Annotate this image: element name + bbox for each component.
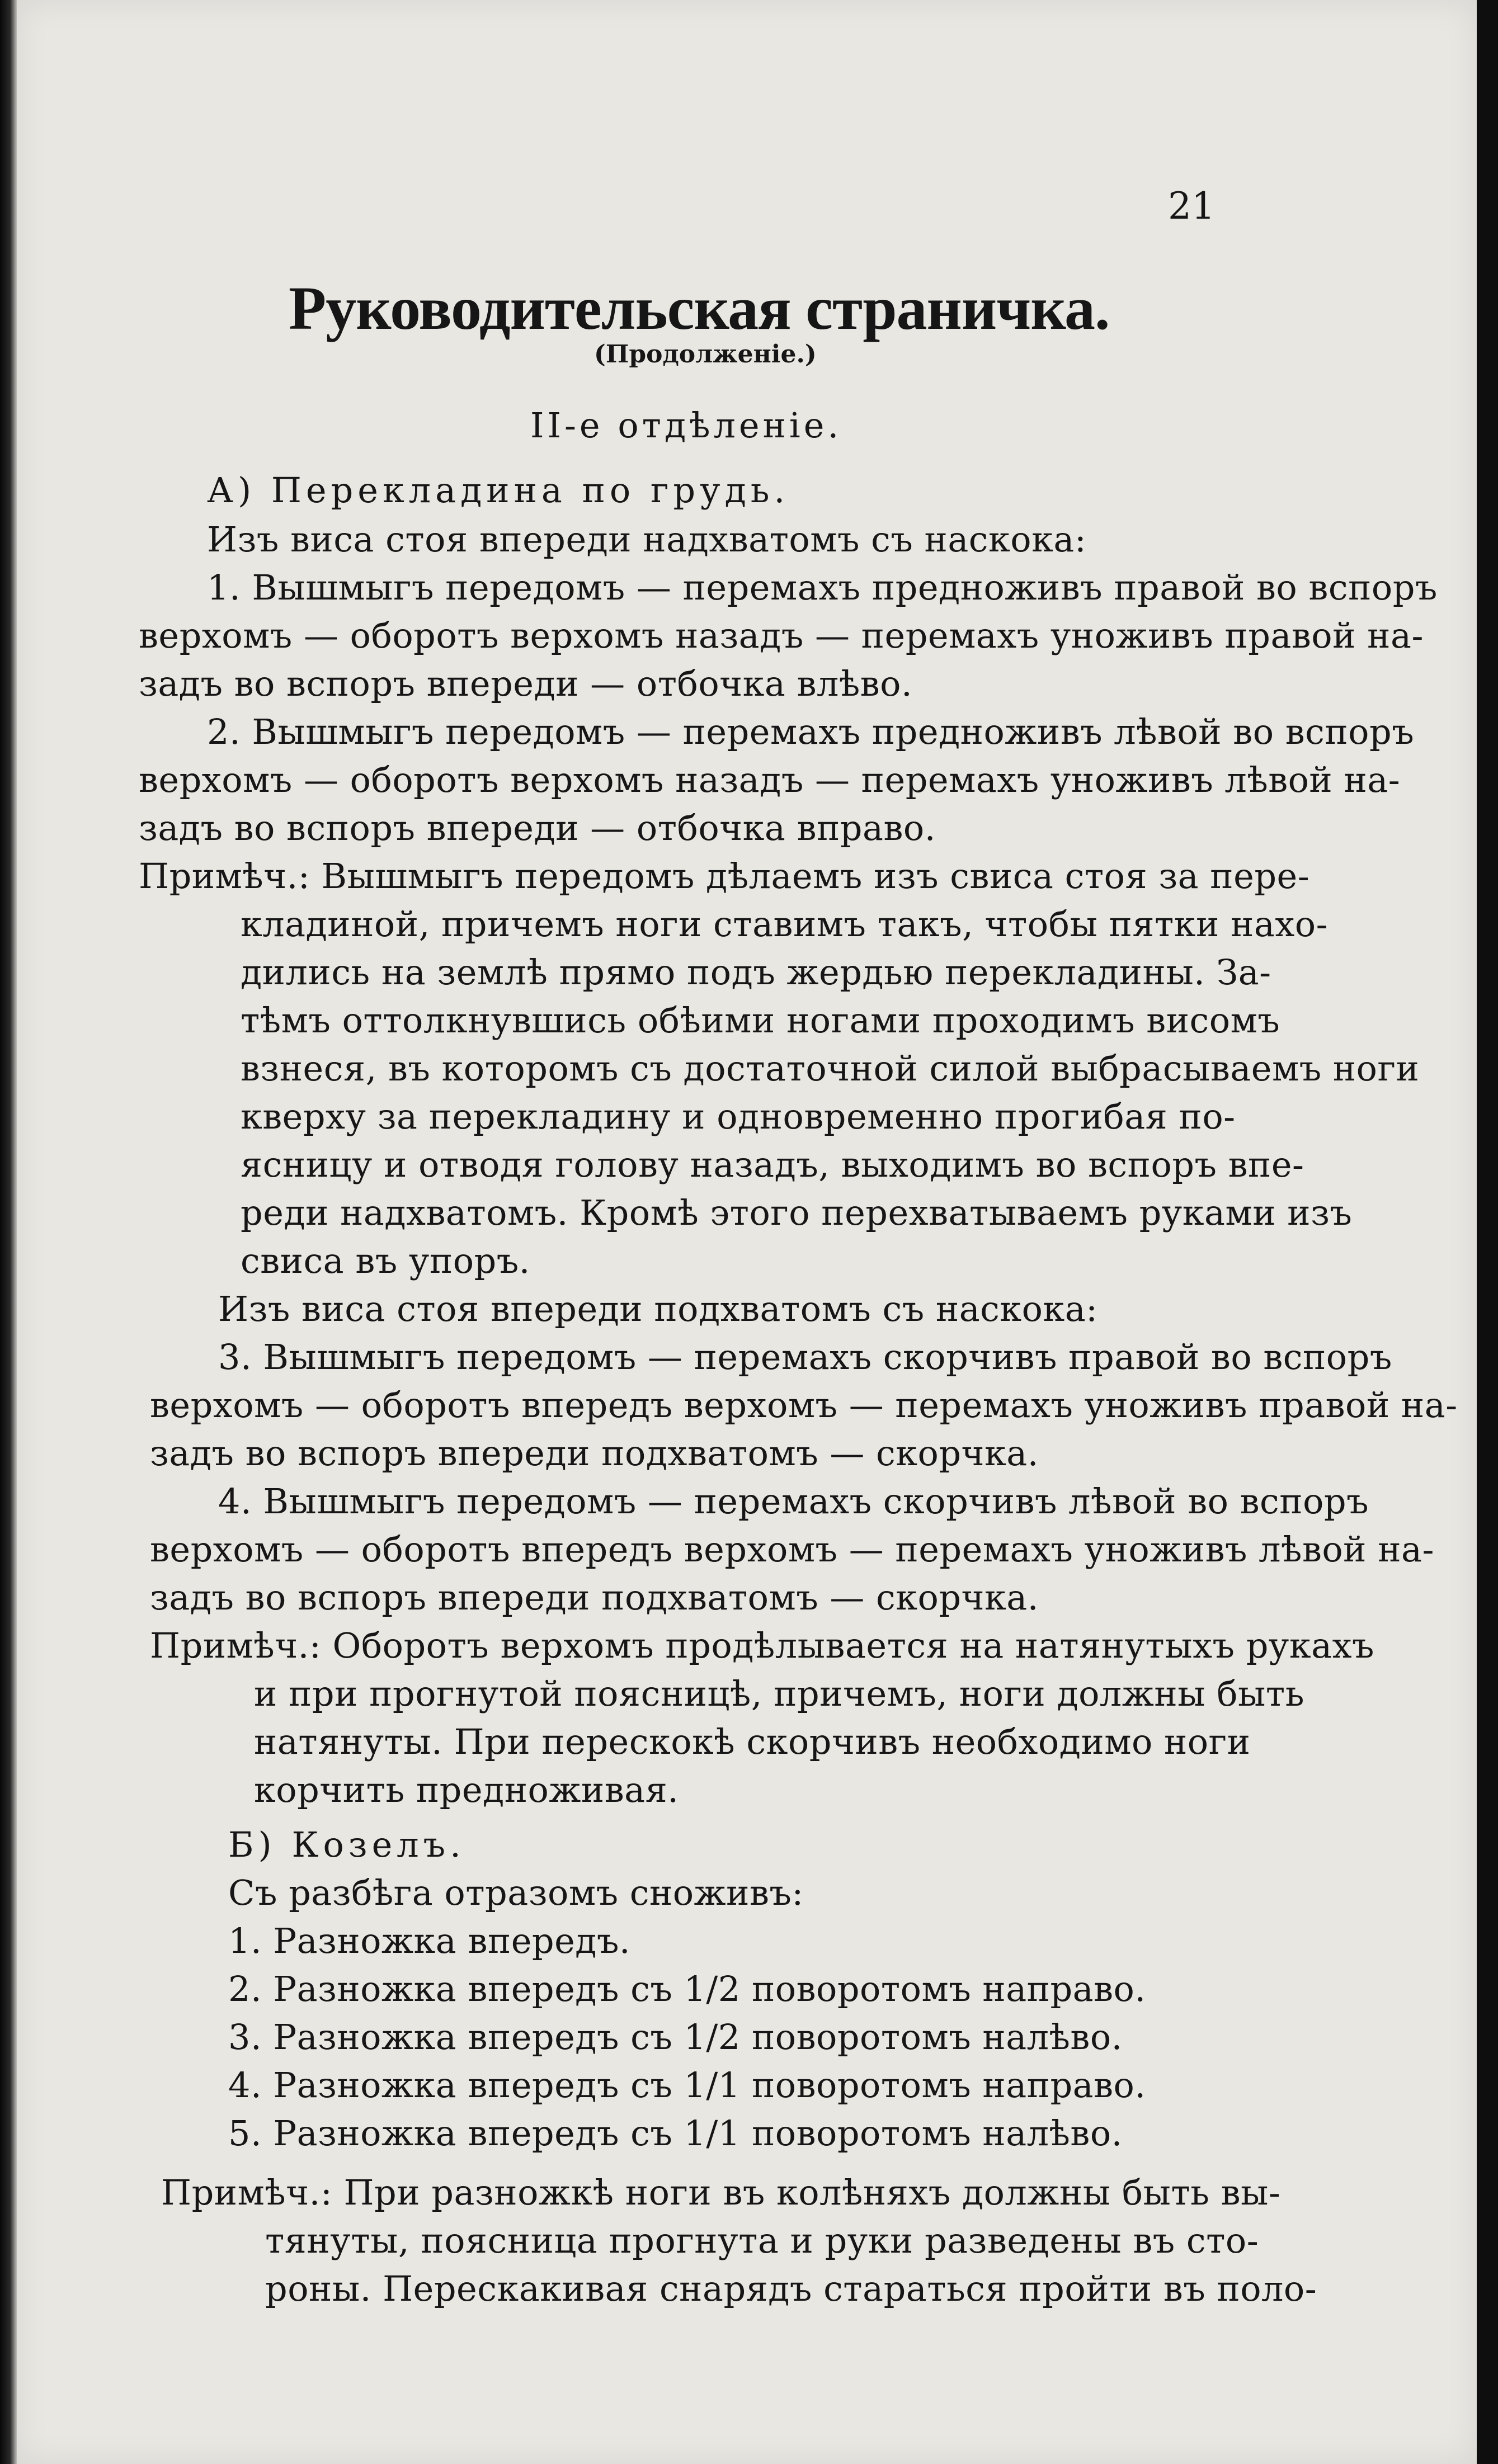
page-title: Руководительская страничка. (289, 274, 1110, 342)
note-1-line-1: Примѣч.: Вышмыгъ передомъ дѣлаемъ изъ свиса стоя за пере- (139, 856, 1310, 896)
note-3-line-3: роны. Перескакивая снарядъ стараться пройти въ поло- (265, 2268, 1317, 2309)
exercise-1-line-1: 1. Вышмыгъ передомъ — перемахъ предноживъ правой во вспоръ (207, 567, 1438, 608)
note-1-line-6: кверху за перекладину и одновременно прогибая по- (241, 1096, 1236, 1137)
list-item: 3. Разножка впередъ съ 1/2 поворотомъ налѣво. (228, 2017, 1123, 2057)
note-1-line-7: ясницу и отводя голову назадъ, выходимъ во вспоръ впе- (241, 1144, 1304, 1185)
note-1-line-3: дились на землѣ прямо подъ жердью перекладины. За- (241, 952, 1271, 993)
note-1-line-8: реди надхватомъ. Кромѣ этого перехватываемъ руками изъ (241, 1192, 1353, 1233)
part-b-intro: Съ разбѣга отразомъ сноживъ: (228, 1872, 804, 1913)
note-3-line-2: тянуты, поясница прогнута и руки разведены въ сто- (265, 2220, 1259, 2261)
exercise-1-line-2: верхомъ — оборотъ верхомъ назадъ — перемахъ уноживъ правой на- (139, 615, 1424, 656)
exercise-3-line-3: задъ во вспоръ впереди подхватомъ — скорчка. (150, 1433, 1039, 1474)
note-1-line-5: взнеся, въ которомъ съ достаточной силой выбрасываемъ ноги (241, 1048, 1420, 1089)
part-a-heading: А) Перекладина по грудь. (207, 470, 790, 511)
exercise-2-line-3: задъ во вспоръ впереди — отбочка вправо. (139, 808, 936, 848)
section-heading: II-е отдѣленіе. (530, 405, 842, 446)
note-2-line-3: натянуты. При перескокѣ скорчивъ необходимо ноги (254, 1721, 1251, 1762)
exercise-3-line-2: верхомъ — оборотъ впередъ верхомъ — перемахъ уноживъ правой на- (150, 1385, 1458, 1425)
exercise-2-line-1: 2. Вышмыгъ передомъ — перемахъ предноживъ лѣвой во вспоръ (207, 711, 1415, 752)
note-1-line-9: свиса въ упоръ. (241, 1240, 530, 1281)
list-item: 4. Разножка впередъ съ 1/1 поворотомъ направо. (228, 2065, 1146, 2106)
exercise-3-line-1: 3. Вышмыгъ передомъ — перемахъ скорчивъ правой во вспоръ (218, 1337, 1392, 1377)
exercise-4-line-3: задъ во вспоръ впереди подхватомъ — скорчка. (150, 1577, 1039, 1618)
exercise-1-line-3: задъ во вспоръ впереди — отбочка влѣво. (139, 663, 913, 704)
note-3-line-1: Примѣч.: При разножкѣ ноги въ колѣняхъ должны быть вы- (161, 2172, 1281, 2213)
list-item: 5. Разножка впередъ съ 1/1 поворотомъ налѣво. (228, 2113, 1123, 2154)
book-spine (0, 0, 17, 2464)
note-1-line-2: кладиной, причемъ ноги ставимъ такъ, чтобы пятки нахо- (241, 904, 1329, 945)
list-item: 1. Разножка впередъ. (228, 1920, 631, 1961)
part-a-intro-1: Изъ виса стоя впереди надхватомъ съ наскока: (207, 519, 1087, 560)
note-2-line-4: корчить предноживая. (254, 1769, 679, 1810)
part-b-heading: Б) Козелъ. (228, 1824, 465, 1865)
list-item: 2. Разножка впередъ съ 1/2 поворотомъ направо. (228, 1969, 1146, 2009)
exercise-4-line-2: верхомъ — оборотъ впередъ верхомъ — перемахъ уноживъ лѣвой на- (150, 1529, 1434, 1570)
note-2-line-1: Примѣч.: Оборотъ верхомъ продѣлывается на натянутыхъ рукахъ (150, 1625, 1374, 1666)
page-number: 21 (1168, 185, 1215, 228)
page-subtitle: (Продолженіе.) (594, 340, 817, 369)
book-page (17, 0, 1477, 2464)
exercise-4-line-1: 4. Вышмыгъ передомъ — перемахъ скорчивъ лѣвой во вспоръ (218, 1481, 1369, 1522)
exercise-2-line-2: верхомъ — оборотъ верхомъ назадъ — перемахъ уноживъ лѣвой на- (139, 759, 1401, 800)
part-a-intro-2: Изъ виса стоя впереди подхватомъ съ наскока: (218, 1288, 1098, 1329)
note-2-line-2: и при прогнутой поясницѣ, причемъ, ноги должны быть (254, 1673, 1304, 1714)
note-1-line-4: тѣмъ оттолкнувшись обѣими ногами проходимъ висомъ (241, 1000, 1280, 1041)
